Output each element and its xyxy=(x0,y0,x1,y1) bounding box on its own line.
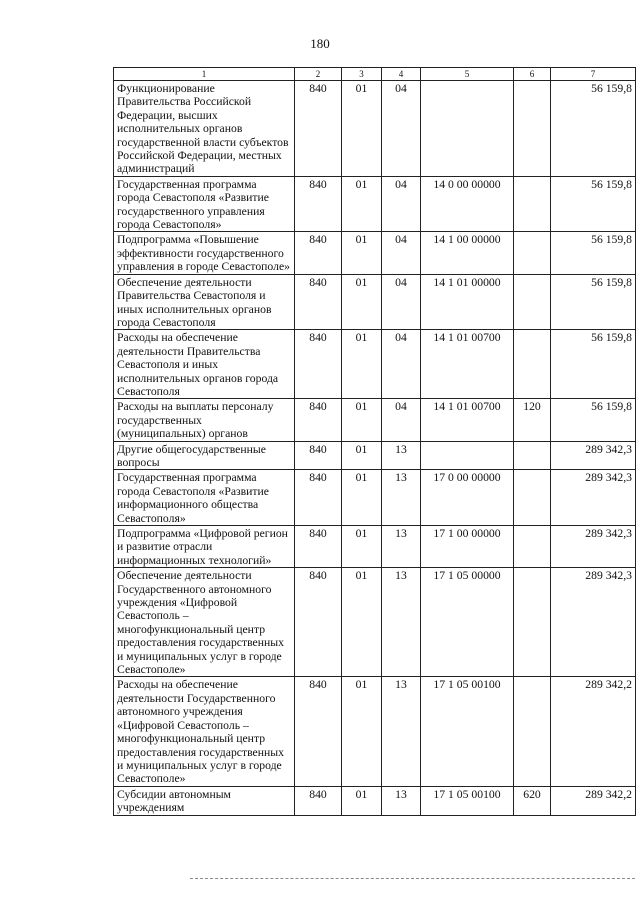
expense-type-cell: 120 xyxy=(514,399,551,441)
header-cell: 7 xyxy=(551,68,636,81)
subsection-cell: 13 xyxy=(382,568,421,677)
target-article-cell: 14 1 01 00700 xyxy=(421,399,514,441)
section-cell: 01 xyxy=(342,441,382,470)
subsection-cell: 13 xyxy=(382,470,421,526)
header-cell: 5 xyxy=(421,68,514,81)
expense-type-cell xyxy=(514,441,551,470)
subsection-cell: 04 xyxy=(382,232,421,274)
header-cell: 3 xyxy=(342,68,382,81)
row-name-cell: Государственная программа города Севастополя «Развитие информационного общества Севастополя» xyxy=(114,470,295,526)
section-cell: 01 xyxy=(342,677,382,786)
expense-type-cell xyxy=(514,568,551,677)
grbs-code-cell: 840 xyxy=(295,232,342,274)
expense-type-cell xyxy=(514,470,551,526)
row-name-cell: Обеспечение деятельности Правительства Севастополя и иных исполнительных органов города Севастополя xyxy=(114,274,295,330)
row-name-cell: Обеспечение деятельности Государственного автономного учреждения «Цифровой Севастополь – многофункциональный центр предоставления государственных и муниципальных услуг в городе Севастополе» xyxy=(114,568,295,677)
amount-cell: 56 159,8 xyxy=(551,274,636,330)
expense-type-cell: 620 xyxy=(514,786,551,815)
grbs-code-cell: 840 xyxy=(295,470,342,526)
row-name-cell: Расходы на обеспечение деятельности Правительства Севастополя и иных исполнительных органов города Севастополя xyxy=(114,330,295,399)
header-cell: 6 xyxy=(514,68,551,81)
subsection-cell: 04 xyxy=(382,330,421,399)
row-name-cell: Подпрограмма «Повышение эффективности государственного управления в городе Севастополе» xyxy=(114,232,295,274)
grbs-code-cell: 840 xyxy=(295,677,342,786)
target-article-cell: 17 1 05 00000 xyxy=(421,568,514,677)
grbs-code-cell: 840 xyxy=(295,568,342,677)
subsection-cell: 13 xyxy=(382,677,421,786)
section-cell: 01 xyxy=(342,274,382,330)
amount-cell: 289 342,2 xyxy=(551,786,636,815)
target-article-cell: 17 1 05 00100 xyxy=(421,677,514,786)
target-article-cell: 14 0 00 00000 xyxy=(421,176,514,232)
row-name-cell: Функционирование Правительства Российской Федерации, высших исполнительных органов государственной власти субъектов Российской Федерации, местных администраций xyxy=(114,81,295,177)
table-row xyxy=(114,786,636,815)
section-cell: 01 xyxy=(342,786,382,815)
subsection-cell: 04 xyxy=(382,81,421,177)
table-row xyxy=(114,470,636,526)
amount-cell: 289 342,3 xyxy=(551,470,636,526)
row-name-cell: Государственная программа города Севастополя «Развитие государственного управления города Севастополя» xyxy=(114,176,295,232)
header-row xyxy=(114,68,636,81)
expense-type-cell xyxy=(514,330,551,399)
expense-type-cell xyxy=(514,677,551,786)
target-article-cell xyxy=(421,81,514,177)
scan-divider xyxy=(190,878,635,879)
subsection-cell: 13 xyxy=(382,786,421,815)
amount-cell: 289 342,2 xyxy=(551,677,636,786)
section-cell: 01 xyxy=(342,176,382,232)
amount-cell: 289 342,3 xyxy=(551,441,636,470)
target-article-cell: 14 1 01 00000 xyxy=(421,274,514,330)
grbs-code-cell: 840 xyxy=(295,81,342,177)
section-cell: 01 xyxy=(342,399,382,441)
amount-cell: 56 159,8 xyxy=(551,176,636,232)
section-cell: 01 xyxy=(342,232,382,274)
table-row xyxy=(114,399,636,441)
budget-table xyxy=(113,67,636,816)
table-row xyxy=(114,232,636,274)
subsection-cell: 13 xyxy=(382,526,421,568)
section-cell: 01 xyxy=(342,470,382,526)
subsection-cell: 13 xyxy=(382,441,421,470)
amount-cell: 56 159,8 xyxy=(551,330,636,399)
table-row xyxy=(114,330,636,399)
grbs-code-cell: 840 xyxy=(295,786,342,815)
table-row xyxy=(114,526,636,568)
row-name-cell: Субсидии автономным учреждениям xyxy=(114,786,295,815)
table-row xyxy=(114,441,636,470)
grbs-code-cell: 840 xyxy=(295,330,342,399)
table-row xyxy=(114,677,636,786)
subsection-cell: 04 xyxy=(382,176,421,232)
header-cell: 1 xyxy=(114,68,295,81)
expense-type-cell xyxy=(514,526,551,568)
target-article-cell: 14 1 00 00000 xyxy=(421,232,514,274)
grbs-code-cell: 840 xyxy=(295,274,342,330)
target-article-cell: 14 1 01 00700 xyxy=(421,330,514,399)
amount-cell: 289 342,3 xyxy=(551,568,636,677)
table-row xyxy=(114,176,636,232)
table-row xyxy=(114,274,636,330)
expense-type-cell xyxy=(514,232,551,274)
subsection-cell: 04 xyxy=(382,399,421,441)
target-article-cell: 17 0 00 00000 xyxy=(421,470,514,526)
target-article-cell xyxy=(421,441,514,470)
row-name-cell: Другие общегосударственные вопросы xyxy=(114,441,295,470)
grbs-code-cell: 840 xyxy=(295,399,342,441)
table-body xyxy=(114,81,636,816)
amount-cell: 56 159,8 xyxy=(551,81,636,177)
table-row xyxy=(114,81,636,177)
page-number: 180 xyxy=(310,36,330,51)
expense-type-cell xyxy=(514,176,551,232)
row-name-cell: Расходы на выплаты персоналу государственных (муниципальных) органов xyxy=(114,399,295,441)
expense-type-cell xyxy=(514,81,551,177)
row-name-cell: Расходы на обеспечение деятельности Государственного автономного учреждения «Цифровой Севастополь – многофункциональный центр предоставления государственных и муниципальных услуг в городе Севастополе» xyxy=(114,677,295,786)
section-cell: 01 xyxy=(342,568,382,677)
header-cell: 4 xyxy=(382,68,421,81)
subsection-cell: 04 xyxy=(382,274,421,330)
section-cell: 01 xyxy=(342,526,382,568)
target-article-cell: 17 1 00 00000 xyxy=(421,526,514,568)
expense-type-cell xyxy=(514,274,551,330)
amount-cell: 56 159,8 xyxy=(551,232,636,274)
row-name-cell: Подпрограмма «Цифровой регион и развитие отрасли информационных технологий» xyxy=(114,526,295,568)
grbs-code-cell: 840 xyxy=(295,176,342,232)
section-cell: 01 xyxy=(342,330,382,399)
header-cell: 2 xyxy=(295,68,342,81)
grbs-code-cell: 840 xyxy=(295,441,342,470)
target-article-cell: 17 1 05 00100 xyxy=(421,786,514,815)
amount-cell: 56 159,8 xyxy=(551,399,636,441)
grbs-code-cell: 840 xyxy=(295,526,342,568)
amount-cell: 289 342,3 xyxy=(551,526,636,568)
table-row xyxy=(114,568,636,677)
section-cell: 01 xyxy=(342,81,382,177)
